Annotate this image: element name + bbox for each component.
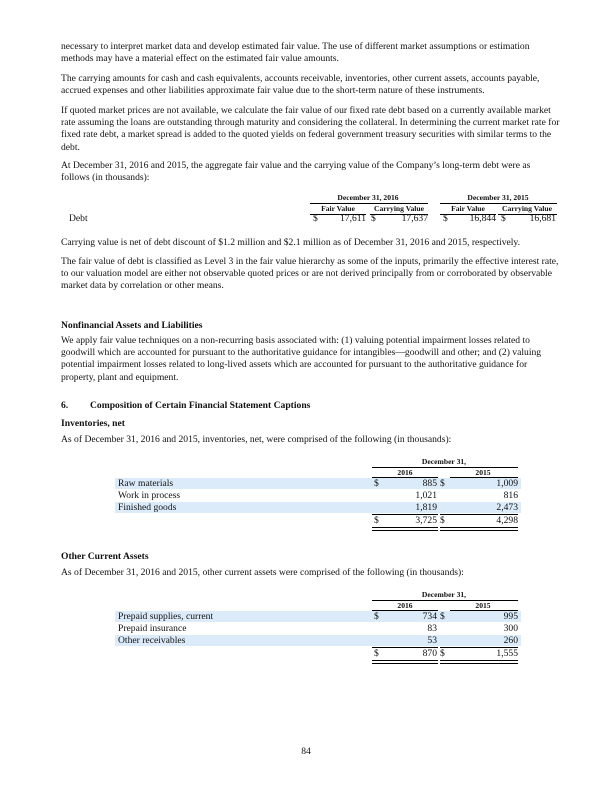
debt-fair-value-2015: 16,844 (469, 213, 496, 224)
currency-symbol: $ (374, 611, 379, 622)
other-assets-value-2016: 53 (427, 635, 437, 646)
debt-fair-value-2016: 17,611 (339, 213, 366, 224)
other-assets-year-2016: 2016 (397, 601, 413, 610)
paragraph-other-assets-intro: As of December 31, 2016 and 2015, other current assets were comprised of the following (in thousands): (61, 567, 464, 578)
other-assets-row-label: Prepaid insurance (118, 623, 187, 634)
other-assets-value-2016: 83 (427, 623, 437, 634)
debt-carrying-value-header-2015: Carrying Value (502, 204, 552, 213)
section-number: 6. (61, 400, 69, 411)
inventories-total-2015: 4,298 (496, 515, 518, 526)
paragraph-debt-intro: At December 31, 2016 and 2015, the aggregate fair value and the carrying value of the Company’s long-term debt were as follows (in thousands): (61, 160, 531, 184)
drule (440, 660, 518, 664)
inventories-value-2016: 1,819 (415, 502, 437, 513)
debt-row-label: Debt (69, 213, 88, 224)
currency-symbol: $ (443, 213, 448, 224)
inventories-value-2016: 885 (422, 478, 437, 489)
other-assets-total-2015: 1,555 (496, 648, 518, 659)
currency-symbol: $ (440, 515, 445, 526)
paragraph-fair-value-methods: necessary to interpret market data and develop estimated fair value. The use of different market assumptions or estimation methods may have a material effect on the estimated fair value amounts. (61, 41, 530, 65)
currency-symbol: $ (374, 478, 379, 489)
debt-fair-value-header-2016: Fair Value (321, 204, 355, 213)
debt-carrying-value-2015: 16,681 (529, 213, 556, 224)
inventories-value-2015: 1,009 (496, 478, 518, 489)
other-assets-row-label: Prepaid supplies, current (118, 611, 214, 622)
inventories-row-label: Raw materials (118, 478, 174, 489)
paragraph-level-3: The fair value of debt is classified as Level 3 in the fair value hierarchy as some of the inputs, primarily the effective interest rate, to our valuation model are either not observable quoted prices or are not derived principally from or corroborated by observable market data by correlation or other means. (61, 256, 559, 292)
page-number: 84 (301, 746, 311, 757)
heading-inventories: Inventories, net (61, 418, 125, 429)
drule (440, 527, 518, 531)
inventories-row-label: Work in process (118, 490, 181, 501)
other-assets-value-2015: 300 (503, 623, 518, 634)
inventories-year-2016: 2016 (397, 468, 413, 477)
inventories-row-label: Finished goods (118, 502, 177, 513)
other-assets-year-2015: 2015 (475, 601, 491, 610)
debt-fair-value-header-2015: Fair Value (451, 204, 485, 213)
other-assets-value-2015: 995 (503, 611, 518, 622)
other-assets-value-2016: 734 (422, 611, 437, 622)
drule (372, 660, 438, 664)
currency-symbol: $ (313, 213, 318, 224)
currency-symbol: $ (440, 648, 445, 659)
section-title: Composition of Certain Financial Statement Captions (90, 400, 311, 411)
debt-carrying-value-header-2016: Carrying Value (374, 204, 424, 213)
currency-symbol: $ (501, 213, 506, 224)
debt-period-2015: December 31, 2015 (467, 193, 529, 202)
paragraph-carrying-amounts: The carrying amounts for cash and cash equivalents, accounts receivable, inventories, other current assets, accounts payable, accrued expenses and other liabilities approximate fair value due to the short-term nature of these instruments. (61, 73, 540, 97)
other-assets-row-label: Other receivables (118, 635, 186, 646)
heading-other-current-assets: Other Current Assets (61, 551, 149, 562)
currency-symbol: $ (374, 515, 379, 526)
inventories-header: December 31, (421, 457, 467, 466)
debt-period-2016: December 31, 2016 (337, 193, 399, 202)
other-assets-header: December 31, (421, 590, 467, 599)
inventories-year-2015: 2015 (475, 468, 491, 477)
drule (372, 527, 438, 531)
currency-symbol: $ (440, 611, 445, 622)
other-assets-total-2016: 870 (422, 648, 437, 659)
inventories-value-2015: 816 (503, 490, 518, 501)
paragraph-inventories-intro: As of December 31, 2016 and 2015, inventories, net, were comprised of the following (in thousands): (61, 434, 452, 445)
currency-symbol: $ (374, 648, 379, 659)
paragraph-nonfinancial: We apply fair value techniques on a non-recurring basis associated with: (1) valuing potential impairment losses related to goodwill which are accounted for pursuant to the authoritative guidance for intangibles—goodwill and other; and (2) valuing potential impairment losses related to long-lived assets which are accounted for pursuant to the authoritative guidance for property, plant and equipment. (61, 335, 542, 383)
currency-symbol: $ (440, 478, 445, 489)
paragraph-debt-discount: Carrying value is net of debt discount of $1.2 million and $2.1 million as of December 31, 2016 and 2015, respectively. (61, 237, 520, 248)
heading-nonfinancial: Nonfinancial Assets and Liabilities (61, 320, 203, 331)
inventories-total-2016: 3,725 (415, 515, 437, 526)
inventories-value-2015: 2,473 (496, 502, 518, 513)
paragraph-fixed-rate-debt: If quoted market prices are not available, we calculate the fair value of our fixed rate debt based on a currently available market rate assuming the loans are outstanding through maturity and considering the collateral. In determining the current market rate for fixed rate debt, a market spread is added to the quoted yields on federal government treasury securities with similar terms to the debt. (61, 105, 560, 153)
other-assets-value-2015: 260 (503, 635, 518, 646)
inventories-value-2016: 1,021 (415, 490, 437, 501)
currency-symbol: $ (371, 213, 376, 224)
debt-carrying-value-2016: 17,637 (401, 213, 428, 224)
